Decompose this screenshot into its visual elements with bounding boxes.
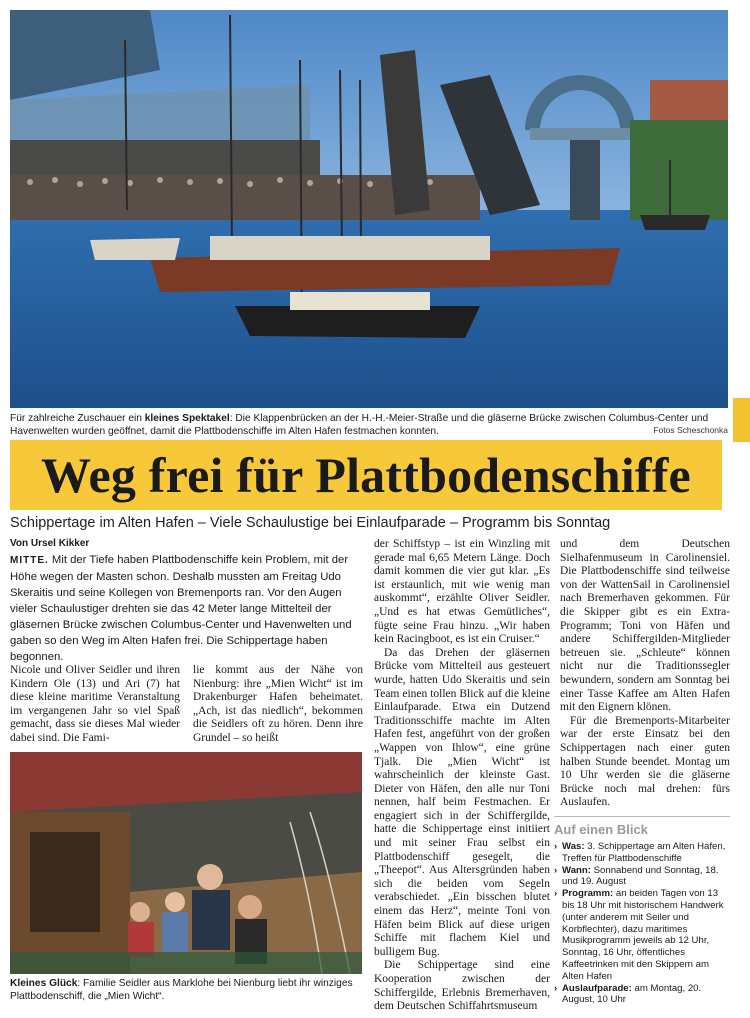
photo-credit: Fotos Scheschonka xyxy=(653,425,728,435)
family-photo xyxy=(10,752,362,974)
subheadline: Schippertage im Alten Hafen – Viele Schaulustige bei Einlaufparade – Programm bis Sonntag xyxy=(10,515,611,531)
body-column-2: der Schiffstyp – ist ein Winzling mit gerade mal 6,65 Metern Länge. Doch damit kommen die vier gut klar. „Es ist erstaunlich, mit wie wenig man auskommt“, erzählte Oliver Seidler. „Und es hat etwas Gemütliches“, fügte seine Frau hinzu. „Wir haben kein Racingboot, es ist ein Cruiser.“ Da das Drehen der gläsernen Brücke vom Mittelteil aus gesteuert wurde, hatten Udo Skeraitis und sein Team einen tollen Blick auf die kleine Einlaufparade. Etwa ein Dutzend Traditionsschiffe machte im Alten Hafen fest, angeführt von der großen „Wappen von Ihlow“, eine grüne Tjalk. Die „Mien Wicht“ ist wahrscheinlich der kleinste Gast. Dieter von Häfen, den alle nur Toni nennen, half beim Festmachen. Er engagiert sich in der Schiffergilde, hatte die Schippertage einst initiiert und mit seiner Frau selbst ein Plattbodenschiff gesegelt, die „Theepot“. Aus Altersgründen haben sich die beiden vom Segeln verabschiedet. „Ein bisschen blutet einem das Herz“, meinte Toni von Häfen beim Blick auf diese urigen Schiffe mit flachem Kiel und bulligem Bug. Die Schippertage sind eine Kooperation zwischen der Schiffergilde, Erlebnis Bremerhaven, dem Deutschen Schiffahrtsmuseum xyxy=(374,538,550,1013)
info-item-programm: › Programm: an beiden Tagen von 13 bis 18 Uhr mit historischem Handwerk (unter anderem mit Seiler und Korbflechter), dazu maritimes Musikprogramm jeweils ab 12 Uhr, Sonntag, 16 Uhr, öffentliches Kaffeetrinken mit den Skippern am Alten Hafen xyxy=(554,888,730,982)
byline: Von Ursel Kikker xyxy=(10,538,90,549)
info-box-title: Auf einen Blick xyxy=(554,816,730,837)
dateline: MITTE. xyxy=(10,555,49,566)
body-column-3: und dem Deutschen Sielhafenmuseum in Carolinensiel. Die Plattbodenschiffe sind teilweise von der WattenSail in Carolinensiel nach Bremerhaven gekommen. Für die Skipper gibt es ein Extra-Programm; Toni von Häfen und andere Schiffergilden-Mitglieder betreuen sie. „Schleute“ können nicht nur die Traditionssegler bewundern, sondern am Sonntag bei einer Tasse Kaffee am Alten Hafen mit den Eignern klönen. Für die Bremenports-Mitarbeiter war der erste Einsatz bei den Schippertagen nach einer guten halben Stunde beendet. Montag um 10 Uhr werden sie die gläserne Brücke noch mal drehen: fürs Auslaufen. xyxy=(560,538,730,809)
info-box xyxy=(554,816,730,1006)
info-box-list xyxy=(554,841,730,1006)
body-column-1a: Nicole und Oliver Seidler und ihren Kindern Ole (13) und Ari (7) hat diese kleine maritime Veranstaltung im vergangenen Jahr so viel Spaß gemacht, dass sie dieses Mal wieder dabei sind. Die Fami- xyxy=(10,664,180,744)
body-column-1b: lie kommt aus der Nähe von Nienburg: ihre „Mien Wicht“ ist im Drakenburger Hafen beheimatet. „Ach, ist das niedlich“, bekommen die Seidlers oft zu hören. Denn ihre Grundel – so heißt xyxy=(193,664,363,744)
family-photo-caption: Kleines Glück: Familie Seidler aus Marklohe bei Nienburg liebt ihr winziges Plattbodenschiff, die „Mien Wicht“. xyxy=(10,978,353,1002)
hero-caption: Für zahlreiche Zuschauer ein kleines Spektakel: Die Klappenbrücken an der H.-H.-Meier-Straße und die gläserne Brücke zwischen Columbus-Center und Havenwelten wurden geöffnet, damit die Plattbodenschiffe im Alten Hafen festmachen konnten. xyxy=(10,413,709,437)
hero-photo xyxy=(10,10,728,408)
info-item-was: › Was: 3. Schippertage am Alten Hafen, Treffen für Plattbodenschiffe xyxy=(554,841,730,865)
accent-tab xyxy=(733,398,750,442)
info-item-auslaufparade: › Auslaufparade: am Montag, 20. August, 10 Uhr xyxy=(554,983,730,1007)
lead-paragraph: MITTE. Mit der Tiefe haben Plattbodenschiffe kein Problem, mit der Höhe wegen der Masten schon. Deshalb mussten am Freitag Udo Skeraitis und seine Kollegen von Bremenports ran. Vor den Augen vieler Schaulustiger drehten sie das 42 Meter lange Mittelteil der gläsernen Brücke zwischen Columbus-Center und Havenwelten und gaben so den Weg im Alten Hafen frei. Die Schippertage haben begonnen. xyxy=(10,554,352,663)
headline: Weg frei für Plattbodenschiffe xyxy=(41,447,691,503)
info-item-wann: › Wann: Sonnabend und Sonntag, 18. und 19. August xyxy=(554,865,730,889)
headline-banner xyxy=(10,440,722,510)
